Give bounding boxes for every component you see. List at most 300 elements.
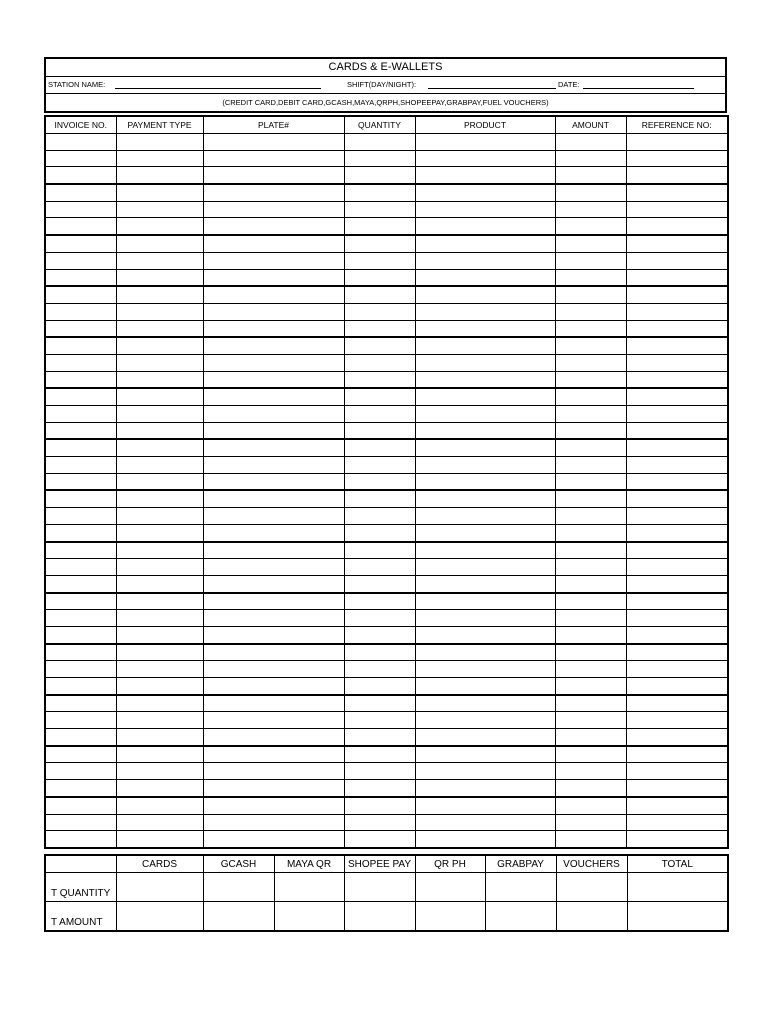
log-cell[interactable] <box>45 269 116 286</box>
log-cell[interactable] <box>415 337 555 354</box>
log-cell[interactable] <box>555 542 626 559</box>
log-cell[interactable] <box>203 371 344 388</box>
log-cell[interactable] <box>203 184 344 201</box>
log-cell[interactable] <box>344 286 415 303</box>
summary-cell[interactable] <box>556 902 627 932</box>
log-cell[interactable] <box>116 303 203 320</box>
log-cell[interactable] <box>203 678 344 695</box>
log-cell[interactable] <box>116 320 203 337</box>
log-cell[interactable] <box>415 626 555 643</box>
log-cell[interactable] <box>203 320 344 337</box>
log-cell[interactable] <box>626 406 728 423</box>
log-cell[interactable] <box>203 201 344 218</box>
log-cell[interactable] <box>626 150 728 167</box>
log-cell[interactable] <box>415 524 555 541</box>
log-cell[interactable] <box>116 797 203 814</box>
log-cell[interactable] <box>344 406 415 423</box>
log-cell[interactable] <box>203 644 344 661</box>
log-cell[interactable] <box>555 626 626 643</box>
log-cell[interactable] <box>344 252 415 269</box>
log-cell[interactable] <box>45 575 116 592</box>
log-cell[interactable] <box>415 184 555 201</box>
log-cell[interactable] <box>45 831 116 848</box>
log-cell[interactable] <box>45 763 116 780</box>
log-cell[interactable] <box>555 644 626 661</box>
log-cell[interactable] <box>626 678 728 695</box>
log-cell[interactable] <box>45 712 116 729</box>
summary-cell[interactable] <box>627 873 728 902</box>
log-cell[interactable] <box>415 575 555 592</box>
log-cell[interactable] <box>203 814 344 831</box>
log-cell[interactable] <box>45 320 116 337</box>
log-cell[interactable] <box>344 457 415 474</box>
log-cell[interactable] <box>344 763 415 780</box>
log-cell[interactable] <box>626 729 728 746</box>
summary-cell[interactable] <box>344 902 415 932</box>
log-cell[interactable] <box>344 814 415 831</box>
log-cell[interactable] <box>626 473 728 490</box>
log-cell[interactable] <box>344 354 415 371</box>
log-cell[interactable] <box>344 218 415 235</box>
log-cell[interactable] <box>116 763 203 780</box>
log-cell[interactable] <box>45 184 116 201</box>
log-cell[interactable] <box>415 473 555 490</box>
log-cell[interactable] <box>116 814 203 831</box>
log-cell[interactable] <box>45 252 116 269</box>
log-cell[interactable] <box>45 524 116 541</box>
log-cell[interactable] <box>203 439 344 456</box>
log-cell[interactable] <box>555 473 626 490</box>
log-cell[interactable] <box>203 712 344 729</box>
log-cell[interactable] <box>555 150 626 167</box>
log-cell[interactable] <box>203 490 344 507</box>
log-cell[interactable] <box>45 218 116 235</box>
log-cell[interactable] <box>555 439 626 456</box>
log-cell[interactable] <box>626 490 728 507</box>
log-cell[interactable] <box>555 422 626 439</box>
log-cell[interactable] <box>45 406 116 423</box>
log-cell[interactable] <box>344 678 415 695</box>
log-cell[interactable] <box>555 831 626 848</box>
summary-cell[interactable] <box>203 873 274 902</box>
log-cell[interactable] <box>344 508 415 525</box>
log-cell[interactable] <box>116 729 203 746</box>
log-cell[interactable] <box>415 252 555 269</box>
log-cell[interactable] <box>555 559 626 576</box>
log-cell[interactable] <box>116 337 203 354</box>
log-cell[interactable] <box>555 746 626 763</box>
log-cell[interactable] <box>116 695 203 712</box>
log-cell[interactable] <box>626 763 728 780</box>
log-cell[interactable] <box>626 218 728 235</box>
log-cell[interactable] <box>555 320 626 337</box>
log-cell[interactable] <box>415 457 555 474</box>
log-cell[interactable] <box>555 406 626 423</box>
log-cell[interactable] <box>203 218 344 235</box>
log-cell[interactable] <box>415 678 555 695</box>
log-cell[interactable] <box>415 134 555 151</box>
log-cell[interactable] <box>116 457 203 474</box>
log-cell[interactable] <box>555 814 626 831</box>
log-cell[interactable] <box>415 490 555 507</box>
log-cell[interactable] <box>415 508 555 525</box>
log-cell[interactable] <box>203 524 344 541</box>
log-cell[interactable] <box>203 780 344 797</box>
log-cell[interactable] <box>415 746 555 763</box>
log-cell[interactable] <box>203 473 344 490</box>
log-cell[interactable] <box>555 610 626 627</box>
log-cell[interactable] <box>116 422 203 439</box>
log-cell[interactable] <box>626 388 728 405</box>
log-cell[interactable] <box>415 661 555 678</box>
log-cell[interactable] <box>116 134 203 151</box>
log-cell[interactable] <box>415 354 555 371</box>
log-cell[interactable] <box>45 337 116 354</box>
log-cell[interactable] <box>45 593 116 610</box>
log-cell[interactable] <box>626 695 728 712</box>
log-cell[interactable] <box>344 695 415 712</box>
log-cell[interactable] <box>203 729 344 746</box>
log-cell[interactable] <box>626 167 728 184</box>
log-cell[interactable] <box>555 524 626 541</box>
log-cell[interactable] <box>116 575 203 592</box>
log-cell[interactable] <box>203 286 344 303</box>
log-cell[interactable] <box>116 508 203 525</box>
log-cell[interactable] <box>415 167 555 184</box>
log-cell[interactable] <box>415 371 555 388</box>
log-cell[interactable] <box>344 542 415 559</box>
log-cell[interactable] <box>415 542 555 559</box>
log-cell[interactable] <box>203 542 344 559</box>
log-cell[interactable] <box>415 814 555 831</box>
log-cell[interactable] <box>116 439 203 456</box>
log-cell[interactable] <box>626 780 728 797</box>
log-cell[interactable] <box>344 797 415 814</box>
log-cell[interactable] <box>626 320 728 337</box>
log-cell[interactable] <box>116 678 203 695</box>
log-cell[interactable] <box>626 746 728 763</box>
log-cell[interactable] <box>555 508 626 525</box>
log-cell[interactable] <box>344 439 415 456</box>
log-cell[interactable] <box>415 797 555 814</box>
log-cell[interactable] <box>555 593 626 610</box>
log-cell[interactable] <box>45 439 116 456</box>
log-cell[interactable] <box>626 252 728 269</box>
log-cell[interactable] <box>203 763 344 780</box>
log-cell[interactable] <box>555 661 626 678</box>
log-cell[interactable] <box>116 473 203 490</box>
log-cell[interactable] <box>116 269 203 286</box>
log-cell[interactable] <box>626 422 728 439</box>
log-cell[interactable] <box>626 644 728 661</box>
log-cell[interactable] <box>555 371 626 388</box>
log-cell[interactable] <box>116 559 203 576</box>
log-cell[interactable] <box>116 780 203 797</box>
log-cell[interactable] <box>626 797 728 814</box>
log-cell[interactable] <box>344 201 415 218</box>
log-cell[interactable] <box>415 150 555 167</box>
log-cell[interactable] <box>344 303 415 320</box>
station-name-field[interactable] <box>115 88 321 89</box>
log-cell[interactable] <box>203 269 344 286</box>
log-cell[interactable] <box>203 626 344 643</box>
log-cell[interactable] <box>344 729 415 746</box>
log-cell[interactable] <box>626 831 728 848</box>
log-cell[interactable] <box>116 167 203 184</box>
log-cell[interactable] <box>415 320 555 337</box>
summary-cell[interactable] <box>556 873 627 902</box>
log-cell[interactable] <box>45 201 116 218</box>
log-cell[interactable] <box>344 337 415 354</box>
log-cell[interactable] <box>203 610 344 627</box>
log-cell[interactable] <box>415 269 555 286</box>
log-cell[interactable] <box>415 406 555 423</box>
log-cell[interactable] <box>344 575 415 592</box>
log-cell[interactable] <box>626 235 728 252</box>
summary-cell[interactable] <box>415 902 485 932</box>
log-cell[interactable] <box>45 167 116 184</box>
log-cell[interactable] <box>344 524 415 541</box>
log-cell[interactable] <box>555 490 626 507</box>
log-cell[interactable] <box>555 337 626 354</box>
summary-cell[interactable] <box>415 873 485 902</box>
log-cell[interactable] <box>555 780 626 797</box>
log-cell[interactable] <box>344 184 415 201</box>
log-cell[interactable] <box>415 439 555 456</box>
log-cell[interactable] <box>45 729 116 746</box>
log-cell[interactable] <box>555 712 626 729</box>
log-cell[interactable] <box>415 559 555 576</box>
log-cell[interactable] <box>415 695 555 712</box>
log-cell[interactable] <box>116 150 203 167</box>
log-cell[interactable] <box>203 252 344 269</box>
log-cell[interactable] <box>415 286 555 303</box>
log-cell[interactable] <box>344 473 415 490</box>
log-cell[interactable] <box>415 388 555 405</box>
log-cell[interactable] <box>555 729 626 746</box>
log-cell[interactable] <box>344 661 415 678</box>
log-cell[interactable] <box>626 439 728 456</box>
log-cell[interactable] <box>344 831 415 848</box>
log-cell[interactable] <box>555 286 626 303</box>
log-cell[interactable] <box>344 320 415 337</box>
log-cell[interactable] <box>203 508 344 525</box>
log-cell[interactable] <box>344 490 415 507</box>
log-cell[interactable] <box>45 661 116 678</box>
log-cell[interactable] <box>415 831 555 848</box>
log-cell[interactable] <box>626 559 728 576</box>
log-cell[interactable] <box>203 303 344 320</box>
log-cell[interactable] <box>626 354 728 371</box>
log-cell[interactable] <box>116 371 203 388</box>
log-cell[interactable] <box>45 354 116 371</box>
shift-field[interactable] <box>428 88 556 89</box>
log-cell[interactable] <box>344 593 415 610</box>
log-cell[interactable] <box>344 559 415 576</box>
log-cell[interactable] <box>344 150 415 167</box>
summary-cell[interactable] <box>203 902 274 932</box>
log-cell[interactable] <box>555 235 626 252</box>
log-cell[interactable] <box>45 388 116 405</box>
log-cell[interactable] <box>555 252 626 269</box>
log-cell[interactable] <box>116 406 203 423</box>
log-cell[interactable] <box>415 218 555 235</box>
summary-cell[interactable] <box>116 873 203 902</box>
log-cell[interactable] <box>626 371 728 388</box>
log-cell[interactable] <box>626 575 728 592</box>
log-cell[interactable] <box>344 134 415 151</box>
log-cell[interactable] <box>344 422 415 439</box>
log-cell[interactable] <box>626 303 728 320</box>
log-cell[interactable] <box>344 167 415 184</box>
summary-cell[interactable] <box>344 873 415 902</box>
log-cell[interactable] <box>555 303 626 320</box>
log-cell[interactable] <box>344 780 415 797</box>
log-cell[interactable] <box>203 150 344 167</box>
log-cell[interactable] <box>626 269 728 286</box>
log-cell[interactable] <box>45 508 116 525</box>
log-cell[interactable] <box>45 371 116 388</box>
log-cell[interactable] <box>203 388 344 405</box>
log-cell[interactable] <box>626 337 728 354</box>
log-cell[interactable] <box>116 201 203 218</box>
log-cell[interactable] <box>116 593 203 610</box>
log-cell[interactable] <box>116 524 203 541</box>
log-cell[interactable] <box>45 814 116 831</box>
log-cell[interactable] <box>555 457 626 474</box>
log-cell[interactable] <box>555 184 626 201</box>
log-cell[interactable] <box>626 184 728 201</box>
log-cell[interactable] <box>116 712 203 729</box>
log-cell[interactable] <box>555 269 626 286</box>
log-cell[interactable] <box>415 729 555 746</box>
log-cell[interactable] <box>344 712 415 729</box>
log-cell[interactable] <box>116 235 203 252</box>
log-cell[interactable] <box>555 695 626 712</box>
summary-cell[interactable] <box>627 902 728 932</box>
log-cell[interactable] <box>344 644 415 661</box>
log-cell[interactable] <box>45 678 116 695</box>
log-cell[interactable] <box>415 712 555 729</box>
log-cell[interactable] <box>203 797 344 814</box>
log-cell[interactable] <box>415 593 555 610</box>
log-cell[interactable] <box>45 235 116 252</box>
log-cell[interactable] <box>626 814 728 831</box>
log-cell[interactable] <box>45 422 116 439</box>
log-cell[interactable] <box>45 644 116 661</box>
log-cell[interactable] <box>415 780 555 797</box>
log-cell[interactable] <box>555 218 626 235</box>
log-cell[interactable] <box>45 626 116 643</box>
log-cell[interactable] <box>45 559 116 576</box>
log-cell[interactable] <box>555 388 626 405</box>
log-cell[interactable] <box>626 626 728 643</box>
log-cell[interactable] <box>116 354 203 371</box>
log-cell[interactable] <box>203 167 344 184</box>
log-cell[interactable] <box>116 644 203 661</box>
log-cell[interactable] <box>45 610 116 627</box>
log-cell[interactable] <box>203 337 344 354</box>
log-cell[interactable] <box>555 797 626 814</box>
summary-cell[interactable] <box>116 902 203 932</box>
log-cell[interactable] <box>203 235 344 252</box>
log-cell[interactable] <box>45 134 116 151</box>
log-cell[interactable] <box>116 490 203 507</box>
log-cell[interactable] <box>116 661 203 678</box>
log-cell[interactable] <box>344 626 415 643</box>
log-cell[interactable] <box>203 661 344 678</box>
log-cell[interactable] <box>344 371 415 388</box>
log-cell[interactable] <box>626 508 728 525</box>
log-cell[interactable] <box>415 303 555 320</box>
log-cell[interactable] <box>555 167 626 184</box>
summary-cell[interactable] <box>274 902 344 932</box>
log-cell[interactable] <box>626 542 728 559</box>
log-cell[interactable] <box>626 712 728 729</box>
log-cell[interactable] <box>116 626 203 643</box>
log-cell[interactable] <box>415 201 555 218</box>
log-cell[interactable] <box>626 524 728 541</box>
log-cell[interactable] <box>555 201 626 218</box>
log-cell[interactable] <box>344 610 415 627</box>
log-cell[interactable] <box>415 235 555 252</box>
log-cell[interactable] <box>203 134 344 151</box>
log-cell[interactable] <box>116 184 203 201</box>
log-cell[interactable] <box>626 610 728 627</box>
log-cell[interactable] <box>203 746 344 763</box>
log-cell[interactable] <box>203 593 344 610</box>
log-cell[interactable] <box>203 575 344 592</box>
summary-cell[interactable] <box>485 902 556 932</box>
log-cell[interactable] <box>415 422 555 439</box>
log-cell[interactable] <box>203 406 344 423</box>
log-cell[interactable] <box>415 763 555 780</box>
log-cell[interactable] <box>45 780 116 797</box>
log-cell[interactable] <box>116 831 203 848</box>
log-cell[interactable] <box>203 559 344 576</box>
log-cell[interactable] <box>555 134 626 151</box>
log-cell[interactable] <box>45 797 116 814</box>
log-cell[interactable] <box>626 286 728 303</box>
log-cell[interactable] <box>203 695 344 712</box>
log-cell[interactable] <box>45 457 116 474</box>
log-cell[interactable] <box>555 763 626 780</box>
log-cell[interactable] <box>344 746 415 763</box>
log-cell[interactable] <box>626 593 728 610</box>
log-cell[interactable] <box>555 575 626 592</box>
log-cell[interactable] <box>45 746 116 763</box>
date-field[interactable] <box>583 88 694 89</box>
summary-cell[interactable] <box>274 873 344 902</box>
log-cell[interactable] <box>116 218 203 235</box>
log-cell[interactable] <box>45 542 116 559</box>
log-cell[interactable] <box>626 661 728 678</box>
log-cell[interactable] <box>344 269 415 286</box>
summary-cell[interactable] <box>485 873 556 902</box>
log-cell[interactable] <box>555 678 626 695</box>
log-cell[interactable] <box>415 610 555 627</box>
log-cell[interactable] <box>116 542 203 559</box>
log-cell[interactable] <box>45 473 116 490</box>
log-cell[interactable] <box>45 303 116 320</box>
log-cell[interactable] <box>344 388 415 405</box>
log-cell[interactable] <box>203 422 344 439</box>
log-cell[interactable] <box>45 286 116 303</box>
log-cell[interactable] <box>203 831 344 848</box>
log-cell[interactable] <box>116 610 203 627</box>
log-cell[interactable] <box>344 235 415 252</box>
log-cell[interactable] <box>116 252 203 269</box>
